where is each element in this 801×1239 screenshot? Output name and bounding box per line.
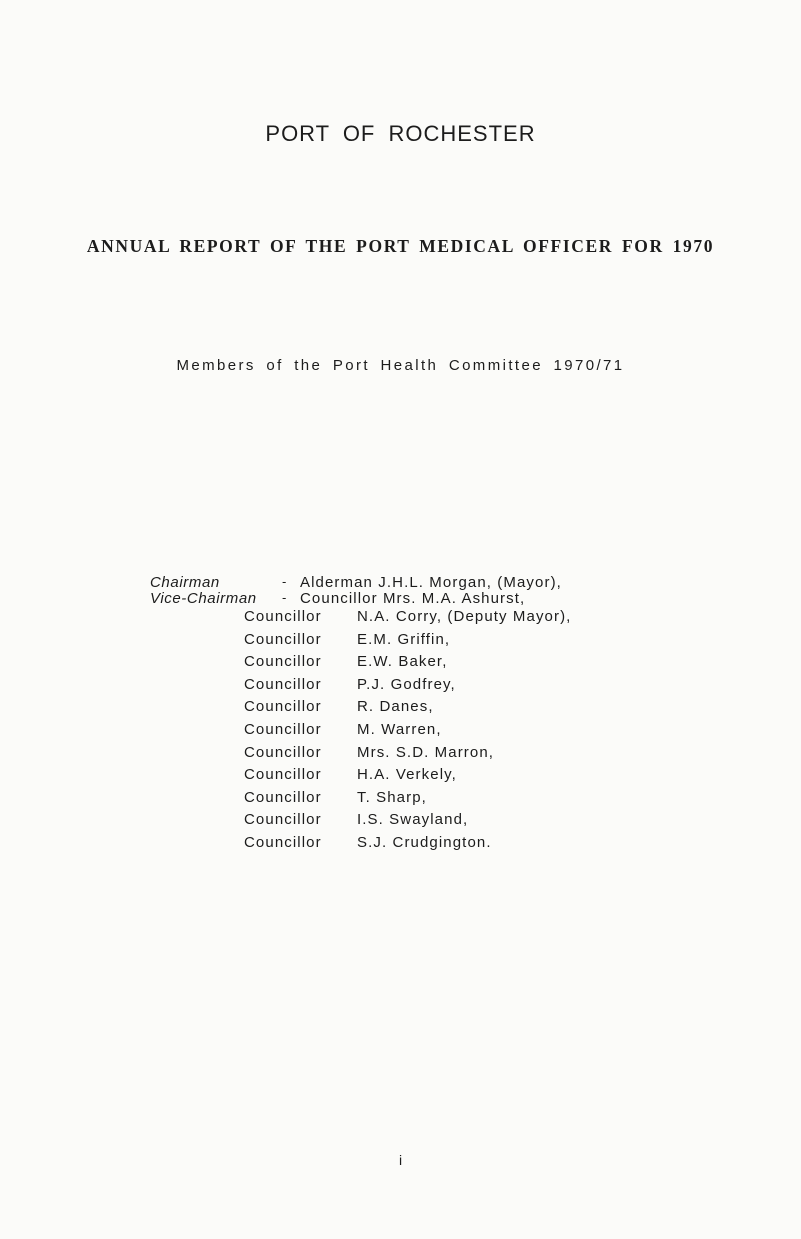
member-name: H.A. Verkely, <box>357 766 457 784</box>
member-title: Councillor <box>244 675 322 693</box>
councillor-list <box>244 608 571 857</box>
member-name: P.J. Godfrey, <box>357 675 456 693</box>
member-name: M. Warren, <box>357 720 442 738</box>
officer-role: Chairman <box>150 574 220 591</box>
member-title: Councillor <box>244 811 322 829</box>
list-item <box>244 766 571 789</box>
list-item <box>244 744 571 767</box>
members-heading: Members of the Port Health Committee 1970/71 <box>176 357 625 374</box>
member-name: E.W. Baker, <box>357 653 448 671</box>
list-item <box>244 676 571 699</box>
list-item <box>244 653 571 676</box>
member-title: Councillor <box>244 720 322 738</box>
member-title: Councillor <box>244 766 322 784</box>
list-item <box>244 721 571 744</box>
officer-dash: - <box>282 590 287 605</box>
member-name: S.J. Crudgington. <box>357 833 492 851</box>
list-item <box>244 631 571 654</box>
member-name: N.A. Corry, (Deputy Mayor), <box>357 608 572 625</box>
list-item <box>244 811 571 834</box>
member-title: Councillor <box>244 743 322 761</box>
list-item <box>244 789 571 812</box>
list-item <box>244 698 571 721</box>
member-title: Councillor <box>244 608 322 625</box>
member-title: Councillor <box>244 698 322 716</box>
member-name: T. Sharp, <box>357 788 427 806</box>
officer-name: Alderman J.H.L. Morgan, (Mayor), <box>300 574 562 591</box>
list-item <box>244 608 571 631</box>
officer-role: Vice-Chairman <box>150 590 257 607</box>
member-name: E.M. Griffin, <box>357 630 451 648</box>
page-number: i <box>398 1152 403 1168</box>
member-title: Councillor <box>244 833 322 851</box>
member-name: I.S. Swayland, <box>357 811 469 829</box>
officer-name: Councillor Mrs. M.A. Ashurst, <box>300 590 526 607</box>
page-title: PORT OF ROCHESTER <box>265 121 536 146</box>
list-item <box>244 834 571 857</box>
officer-dash: - <box>282 574 287 589</box>
report-subtitle: ANNUAL REPORT OF THE PORT MEDICAL OFFICER FOR 1970 <box>86 236 715 256</box>
member-title: Councillor <box>244 653 322 671</box>
member-name: R. Danes, <box>357 698 434 716</box>
member-name: Mrs. S.D. Marron, <box>357 743 495 761</box>
member-title: Councillor <box>244 630 322 648</box>
member-title: Councillor <box>244 788 322 806</box>
